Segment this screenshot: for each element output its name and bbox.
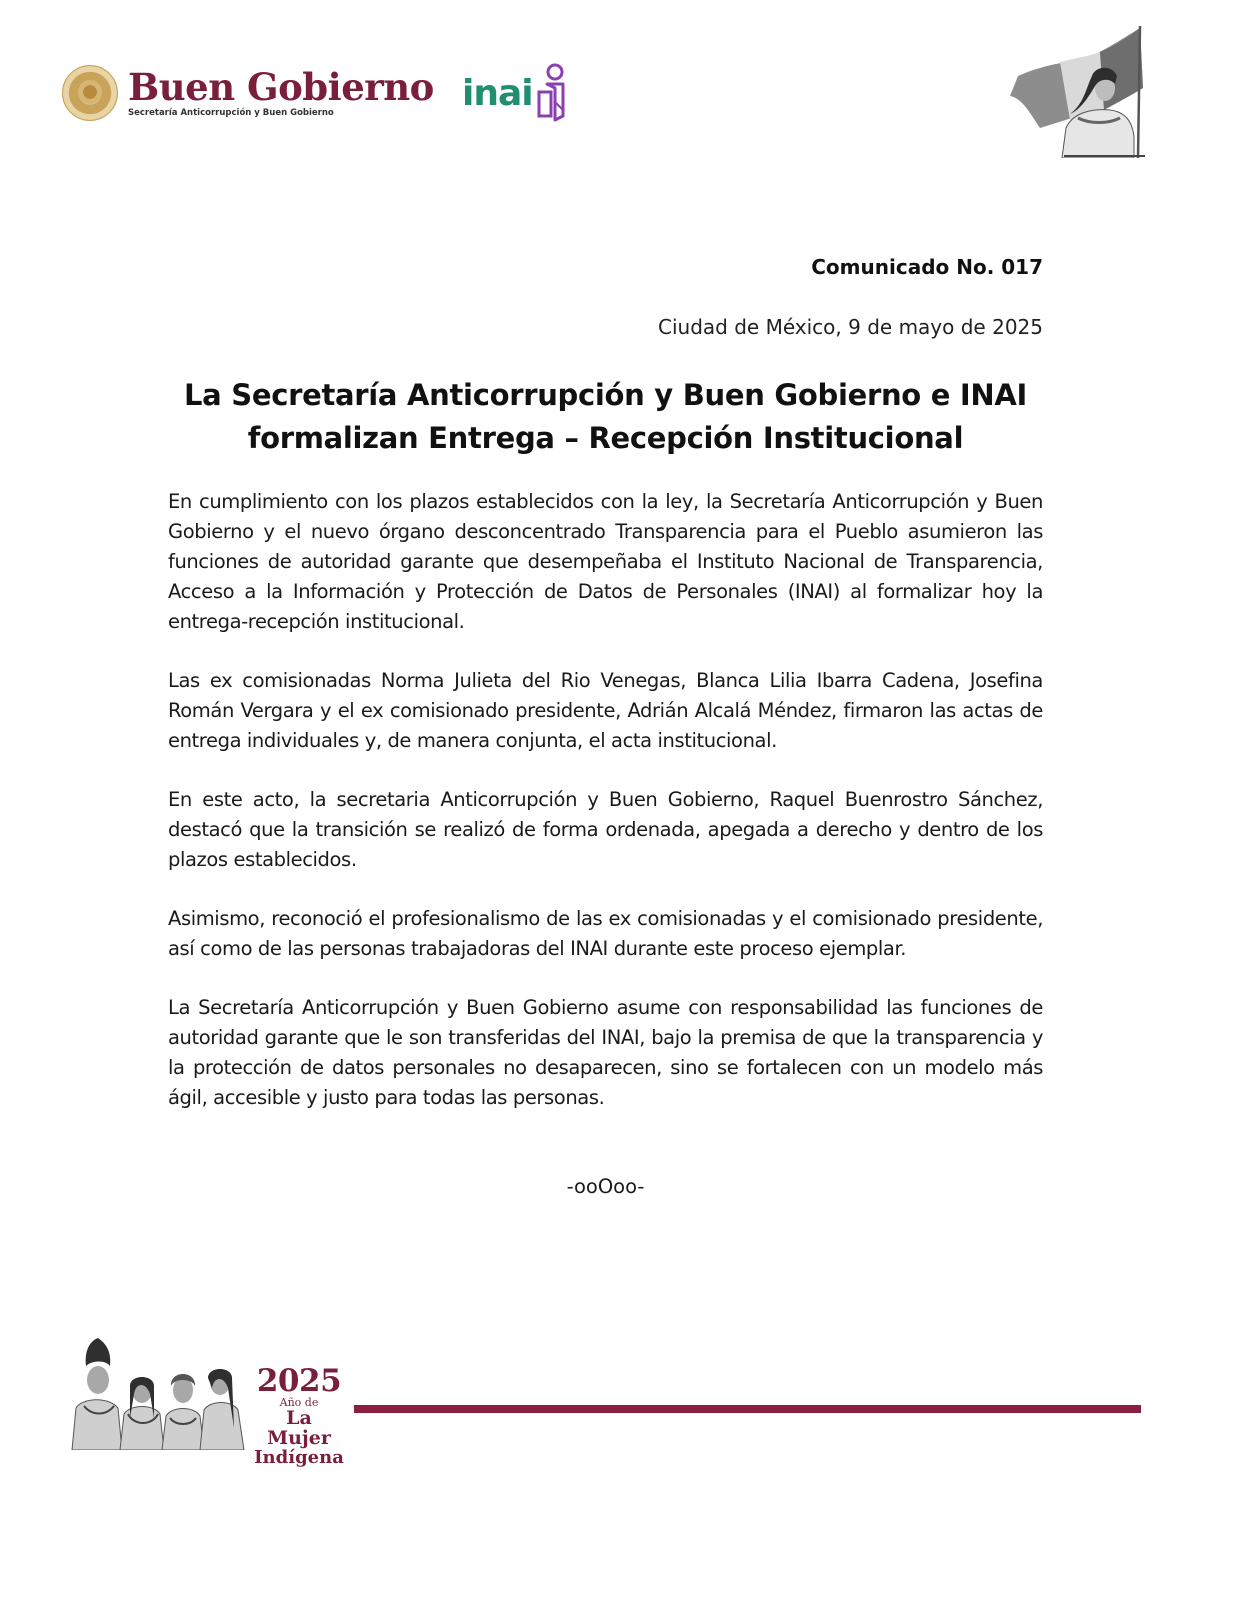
footer-divider-line [354,1405,1141,1413]
paragraph-5: La Secretaría Anticorrupción y Buen Gobierno asume con responsabilidad las funciones de autoridad garante que le son transferidas del INAI, bajo la premisa de que la transparencia y la protección de datos personales no desaparecen, sino se fortalecen con un modelo más ágil, accesible y justo para todas las personas. [168,996,1043,1109]
woman-with-flag-illustration [1000,18,1145,158]
year-ano-de: Año de [279,1396,319,1409]
headline [168,374,1043,460]
date-line: Ciudad de México, 9 de mayo de 2025 [658,315,1043,339]
comunicado-number: Comunicado No. 017 [811,255,1043,279]
inai-person-book-icon [537,62,569,122]
closing-mark: -ooOoo- [566,1175,645,1198]
year-la-mujer: La Mujer [267,1407,331,1449]
year-indigena: Indígena [254,1447,344,1468]
buen-gobierno-logo [62,62,434,124]
inai-logo [462,60,569,122]
paragraph-2: Las ex comisionadas Norma Julieta del Rio Venegas, Blanca Lilia Ibarra Cadena, Josefina Román Vergara y el ex comisionado presidente, Adrián Alcalá Méndez, firmaron las actas de entrega individuales y, de manera conjunta, el acta institucional. [168,669,1043,752]
buen-gobierno-subtitle: Secretaría Anticorrupción y Buen Gobierno [128,108,334,118]
national-seal-icon [62,65,118,121]
paragraph-4: Asimismo, reconoció el profesionalismo de las ex comisionadas y el comisionado presidente, así como de las personas trabajadoras del INAI durante este proceso ejemplar. [168,907,1043,960]
body-text [168,487,1043,1142]
year-number: 2025 [256,1363,342,1399]
indigenous-women-illustration [68,1338,246,1450]
paragraph-3: En este acto, la secretaria Anticorrupción y Buen Gobierno, Raquel Buenrostro Sánchez, destacó que la transición se realizó de forma ordenada, apegada a derecho y dentro de los plazos establecidos. [168,788,1043,871]
inai-wordmark: inai [462,73,533,114]
paragraph-1: En cumplimiento con los plazos establecidos con la ley, la Secretaría Anticorrupción y Buen Gobierno y el nuevo órgano desconcentrado Transparencia para el Pueblo asumieron las funciones de autoridad garante que desempeñaba el Instituto Nacional de Transparencia, Acceso a la Información y Protección de Datos de Personales (INAI) al formalizar hoy la entrega-recepción institucional. [168,490,1043,633]
headline-line-2: formalizan Entrega – Recepción Institucional [247,421,964,455]
year-of-indigenous-woman-logo [254,1365,344,1467]
buen-gobierno-title: Buen Gobierno [128,65,434,109]
headline-line-1: La Secretaría Anticorrupción y Buen Gobierno e INAI [184,378,1027,412]
